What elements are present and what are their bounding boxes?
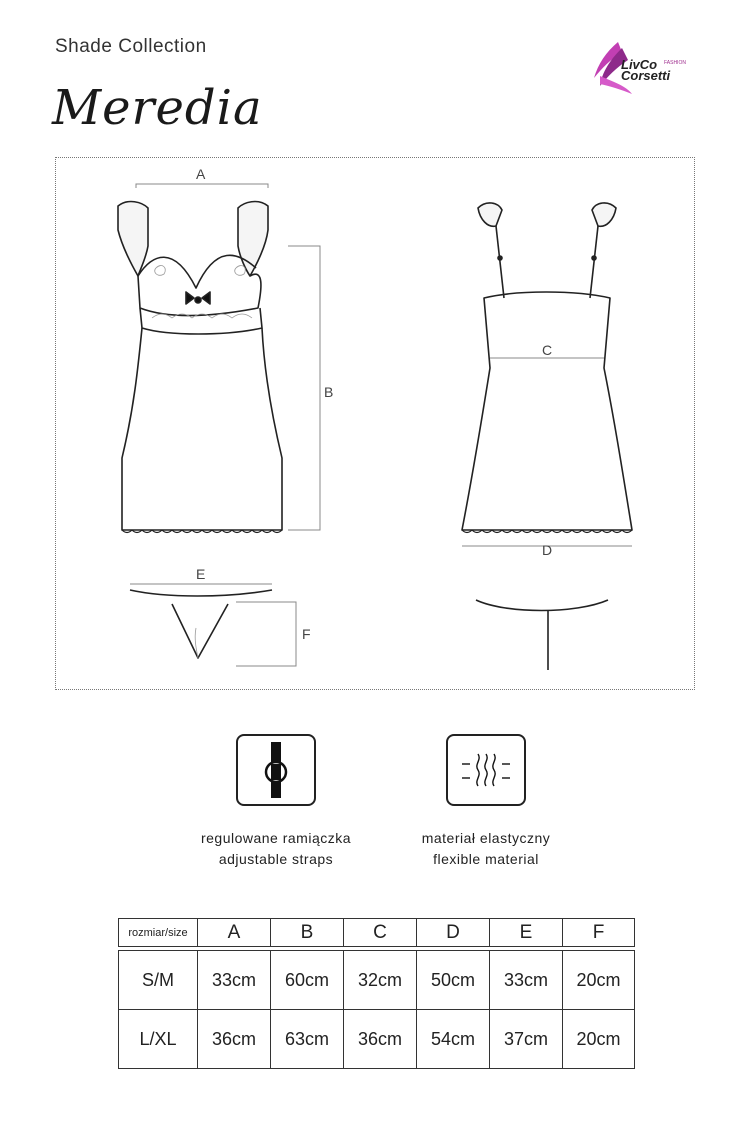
stretch-material-icon: [446, 734, 526, 806]
feature-flexible-material: [386, 734, 586, 870]
table-cell: 20cm: [563, 1010, 635, 1069]
logo-brand-line2: Corsetti: [621, 68, 671, 83]
size-table: [118, 918, 635, 1069]
dimension-line-f: [236, 602, 296, 666]
logo-brand-line1: LivCo: [621, 57, 658, 72]
table-cell: 33cm: [490, 951, 563, 1010]
garment-drawing: [56, 158, 696, 691]
table-cell: 54cm: [417, 1010, 490, 1069]
dimension-label-c: C: [542, 342, 553, 358]
table-row: [119, 951, 635, 1010]
dimension-label-b: B: [324, 384, 334, 400]
table-header-row: [119, 919, 635, 947]
table-cell: 37cm: [490, 1010, 563, 1069]
table-size-cell: S/M: [119, 951, 198, 1010]
brand-logo: [588, 38, 703, 98]
table-cell: 60cm: [271, 951, 344, 1010]
table-header-cell: B: [271, 919, 344, 947]
feature-adjustable-straps: [176, 734, 376, 870]
logo-tag: FASHION: [664, 60, 686, 66]
product-title: Meredia: [52, 80, 263, 136]
table-cell: 50cm: [417, 951, 490, 1010]
back-thong-drawing: [476, 600, 608, 670]
feature-label-en: flexible material: [433, 851, 539, 867]
collection-name: Shade Collection: [55, 36, 207, 57]
table-header-cell: F: [563, 919, 635, 947]
table-header-size: rozmiar/size: [119, 919, 198, 947]
table-header-cell: E: [490, 919, 563, 947]
table-header-cell: C: [344, 919, 417, 947]
dimension-label-e: E: [196, 566, 206, 582]
table-size-cell: L/XL: [119, 1010, 198, 1069]
table-row: [119, 1010, 635, 1069]
measurement-diagram: [55, 157, 695, 690]
table-header-cell: A: [198, 919, 271, 947]
table-header-cell: D: [417, 919, 490, 947]
dimension-line-a: [136, 184, 268, 188]
dimension-label-d: D: [542, 542, 553, 558]
table-cell: 36cm: [198, 1010, 271, 1069]
feature-label-pl: regulowane ramiączka: [200, 830, 352, 846]
dimension-label-f: F: [302, 626, 311, 642]
back-chemise-drawing: [462, 203, 632, 533]
feature-label-en: adjustable straps: [218, 851, 334, 867]
table-cell: 33cm: [198, 951, 271, 1010]
table-cell: 20cm: [563, 951, 635, 1010]
table-cell: 63cm: [271, 1010, 344, 1069]
dimension-line-b: [288, 246, 320, 530]
table-cell: 32cm: [344, 951, 417, 1010]
adjustable-strap-icon: [236, 734, 316, 806]
feature-label-pl: materiał elastyczny: [421, 830, 551, 846]
front-chemise-drawing: [118, 202, 282, 533]
front-thong-drawing: [130, 590, 272, 658]
dimension-label-a: A: [196, 166, 206, 182]
table-cell: 36cm: [344, 1010, 417, 1069]
